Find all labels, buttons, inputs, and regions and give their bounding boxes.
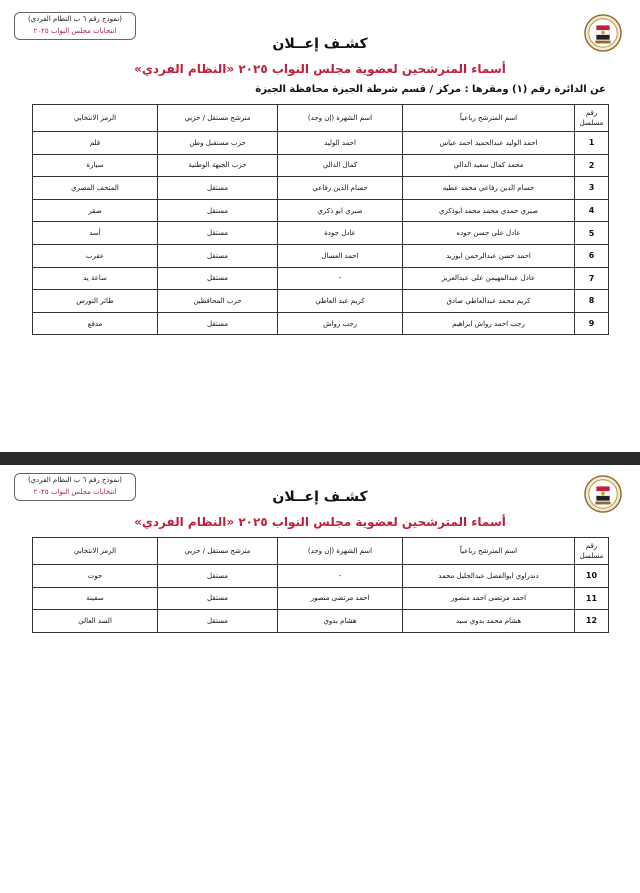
cell-candidacy: حزب المحافظين (158, 290, 278, 313)
cell-symbol: ساعة يد (33, 267, 158, 290)
form-note-line2: انتخابات مجلس النواب ٢٠٢٥ (33, 488, 117, 496)
cell-symbol: سفينة (33, 587, 158, 610)
cell-symbol: مدفع (33, 312, 158, 335)
cell-candidacy: مستقل (158, 177, 278, 200)
form-note-line1: (نموذج رقم ٦ ب النظام الفردي) (27, 476, 123, 484)
cell-symbol: عقرب (33, 244, 158, 267)
header-symbol: الرمز الانتخابي (33, 105, 158, 132)
cell-fame: حسام الدين رفاعي (278, 177, 403, 200)
cell-name: احمد الوليد عبدالحميد احمد عياس (403, 132, 575, 155)
cell-name: هشام محمد بدوي سيد (403, 610, 575, 633)
table-row (33, 587, 609, 610)
cell-symbol: أسد (33, 222, 158, 245)
cell-name: كريم محمد عبدالعاطي صادق (403, 290, 575, 313)
cell-serial: 4 (575, 199, 609, 222)
cell-symbol: قلم (33, 132, 158, 155)
cell-name: احمد مرتضى احمد منصور (403, 587, 575, 610)
cell-candidacy: مستقل (158, 267, 278, 290)
cell-name: عادل على حسن جوده (403, 222, 575, 245)
cell-serial: 5 (575, 222, 609, 245)
header-candidacy: مترشح مستقل / حزبي (158, 538, 278, 565)
cell-symbol: حوت (33, 565, 158, 588)
table-row (33, 267, 609, 290)
cell-fame: احمد مرتضى منصور (278, 587, 403, 610)
table-row (33, 312, 609, 335)
cell-candidacy: مستقل (158, 587, 278, 610)
cell-serial: 3 (575, 177, 609, 200)
table-row (33, 222, 609, 245)
cell-fame: رجب رواش (278, 312, 403, 335)
form-note-line1: (نموذج رقم ٦ ب النظام الفردي) (27, 15, 123, 23)
table-row (33, 610, 609, 633)
cell-fame: كريم عبد العاطي (278, 290, 403, 313)
cell-fame: - (278, 565, 403, 588)
table-row (33, 565, 609, 588)
table-row (33, 244, 609, 267)
cell-candidacy: مستقل (158, 312, 278, 335)
cell-candidacy: حزب الجبهة الوطنية (158, 154, 278, 177)
cell-fame: احمد الوليد (278, 132, 403, 155)
cell-serial: 12 (575, 610, 609, 633)
header-serial: رقم مسلسل (575, 105, 609, 132)
cell-candidacy: مستقل (158, 244, 278, 267)
cell-candidacy: مستقل (158, 565, 278, 588)
page-subtitle: أسماء المترشحين لعضوية مجلس النواب ٢٠٢٥ «النظام الفردي» (134, 62, 506, 76)
table-row (33, 199, 609, 222)
cell-name: محمد كمال سعيد الدالي (403, 154, 575, 177)
page-subtitle: أسماء المترشحين لعضوية مجلس النواب ٢٠٢٥ «النظام الفردي» (134, 515, 506, 529)
cell-candidacy: مستقل (158, 610, 278, 633)
cell-name: حسام الدين رفاعي محمد عطيه (403, 177, 575, 200)
cell-fame: كمال الدالي (278, 154, 403, 177)
cell-fame: صبري ابو ذكري (278, 199, 403, 222)
district-info: عن الدائرة رقم (١) ومقرها : مركز / قسم شرطة الجيزة محافظة الجيزة (255, 84, 606, 95)
cell-serial: 9 (575, 312, 609, 335)
table-row (33, 290, 609, 313)
cell-fame: عادل جودة (278, 222, 403, 245)
cell-serial: 6 (575, 244, 609, 267)
cell-symbol: المتحف المصري (33, 177, 158, 200)
cell-fame: - (278, 267, 403, 290)
cell-fame: احمد العسال (278, 244, 403, 267)
page-title: كشـف إعــلان (272, 36, 368, 52)
table-header-row (33, 105, 609, 132)
cell-candidacy: حزب مستقبل وطن (158, 132, 278, 155)
cell-candidacy: مستقل (158, 222, 278, 245)
table-row (33, 132, 609, 155)
cell-symbol: سيارة (33, 154, 158, 177)
cell-serial: 8 (575, 290, 609, 313)
cell-candidacy: مستقل (158, 199, 278, 222)
cell-serial: 1 (575, 132, 609, 155)
header-candidacy: مترشح مستقل / حزبي (158, 105, 278, 132)
cell-name: دندراوي ابوالفضل عبدالجليل محمد (403, 565, 575, 588)
candidates-table (32, 104, 609, 335)
cell-name: رجب احمد رواش ابراهيم (403, 312, 575, 335)
header-symbol: الرمز الانتخابي (33, 538, 158, 565)
cell-fame: هشام بدوي (278, 610, 403, 633)
document-page-2 (0, 465, 640, 893)
cell-name: احمد حسن عبدالرحمن ابوزيد (403, 244, 575, 267)
page-separator (0, 452, 640, 465)
page-title: كشـف إعــلان (272, 489, 368, 505)
table-header-row (33, 538, 609, 565)
cell-symbol: صقر (33, 199, 158, 222)
cell-serial: 10 (575, 565, 609, 588)
cell-serial: 11 (575, 587, 609, 610)
cell-name: عادل عبدالمهيمن على عبدالعزيز (403, 267, 575, 290)
cell-name: صبري حمدي محمد محمد ابوذكري (403, 199, 575, 222)
cell-serial: 2 (575, 154, 609, 177)
header-serial: رقم مسلسل (575, 538, 609, 565)
cell-symbol: طائر النورس (33, 290, 158, 313)
cell-serial: 7 (575, 267, 609, 290)
form-note-line2: انتخابات مجلس النواب ٢٠٢٥ (33, 27, 117, 35)
header-fame: اسم الشهرة (إن وجد) (278, 105, 403, 132)
candidates-table (32, 537, 609, 633)
header-fame: اسم الشهرة (إن وجد) (278, 538, 403, 565)
cell-symbol: السد العالي (33, 610, 158, 633)
table-row (33, 177, 609, 200)
header-name: اسم المترشح رباعياً (403, 538, 575, 565)
table-row (33, 154, 609, 177)
header-name: اسم المترشح رباعياً (403, 105, 575, 132)
